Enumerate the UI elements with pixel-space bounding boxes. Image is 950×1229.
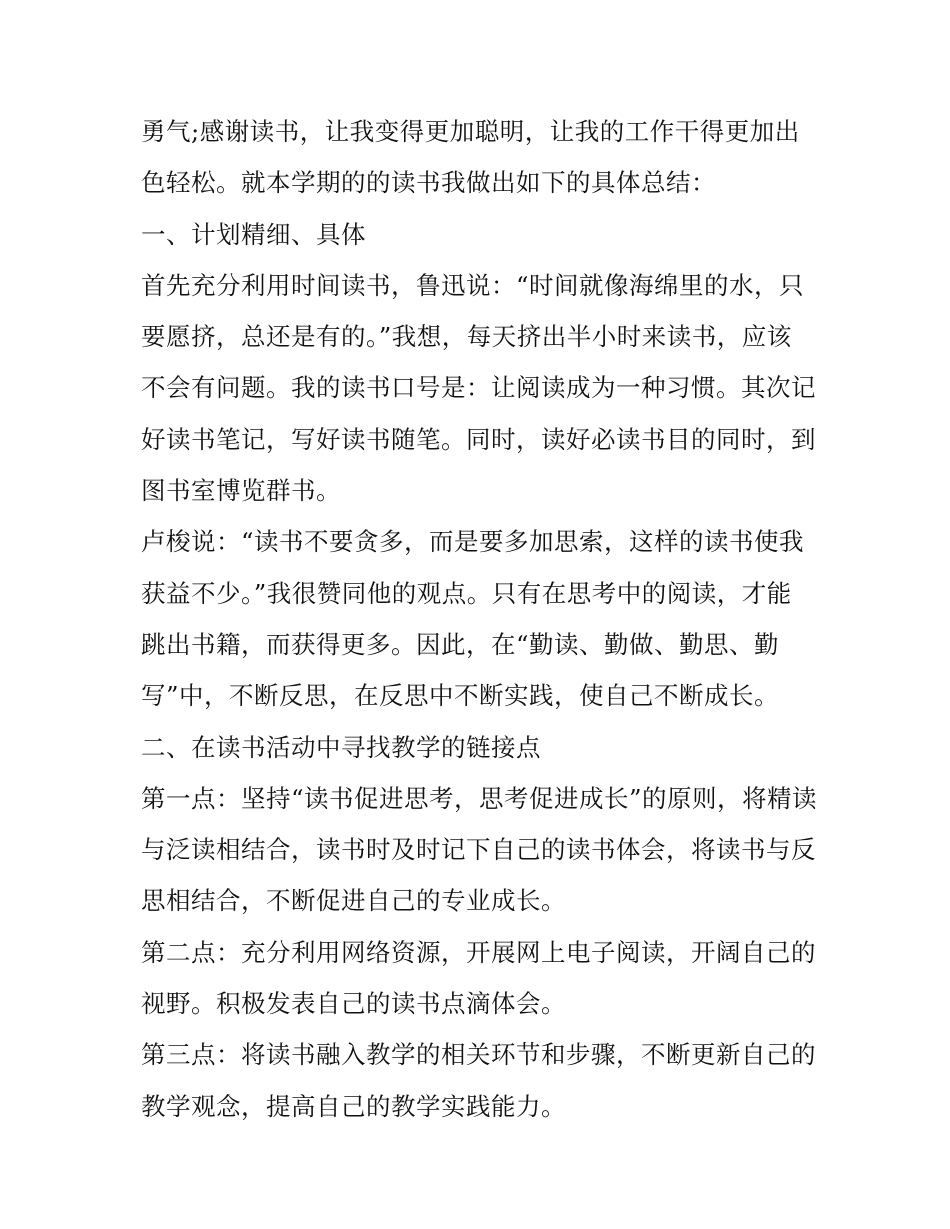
text-line: 第一点：坚持“读书促进思考，思考促进成长”的原则，将精读: [141, 783, 818, 813]
text-line: 卢梭说：“读书不要贪多，而是要多加思索，这样的读书使我: [141, 527, 805, 557]
text-line: 首先充分利用时间读书，鲁迅说：“时间就像海绵里的水，只: [141, 270, 805, 300]
section-heading: 二、在读书活动中寻找教学的链接点: [141, 732, 541, 762]
text-line: 视野。积极发表自己的读书点滴体会。: [141, 989, 566, 1019]
text-line: 要愿挤，总还是有的。”我想，每天挤出半小时来读书，应该: [141, 322, 792, 352]
text-line: 思相结合，不断促进自己的专业成长。: [141, 886, 566, 916]
section-heading: 一、计划精细、具体: [141, 219, 366, 249]
text-line: 第三点：将读书融入教学的相关环节和步骤，不断更新自己的: [141, 1040, 816, 1070]
text-line: 不会有问题。我的读书口号是：让阅读成为一种习惯。其次记: [141, 373, 816, 403]
text-line: 勇气;感谢读书，让我变得更加聪明，让我的工作干得更加出: [141, 117, 800, 146]
text-line: 色轻松。就本学期的的读书我做出如下的具体总结：: [141, 168, 716, 198]
text-line: 与泛读相结合，读书时及时记下自己的读书体会，将读书与反: [141, 835, 816, 865]
document-body: [141, 106, 821, 1132]
text-line: 跳出书籍，而获得更多。因此，在“勤读、勤做、勤思、勤: [141, 629, 780, 659]
text-line: 好读书笔记，写好读书随笔。同时，读好必读书目的同时，到: [141, 424, 816, 454]
text-line: 教学观念，提高自己的教学实践能力。: [141, 1091, 566, 1121]
text-line: 获益不少。”我很赞同他的观点。只有在思考中的阅读，才能: [141, 578, 792, 608]
text-line: 图书室博览群书。: [141, 476, 341, 506]
text-line: 写”中，不断反思，在反思中不断实践，使自己不断成长。: [141, 681, 780, 711]
text-line: 第二点：充分利用网络资源，开展网上电子阅读，开阔自己的: [141, 937, 816, 967]
